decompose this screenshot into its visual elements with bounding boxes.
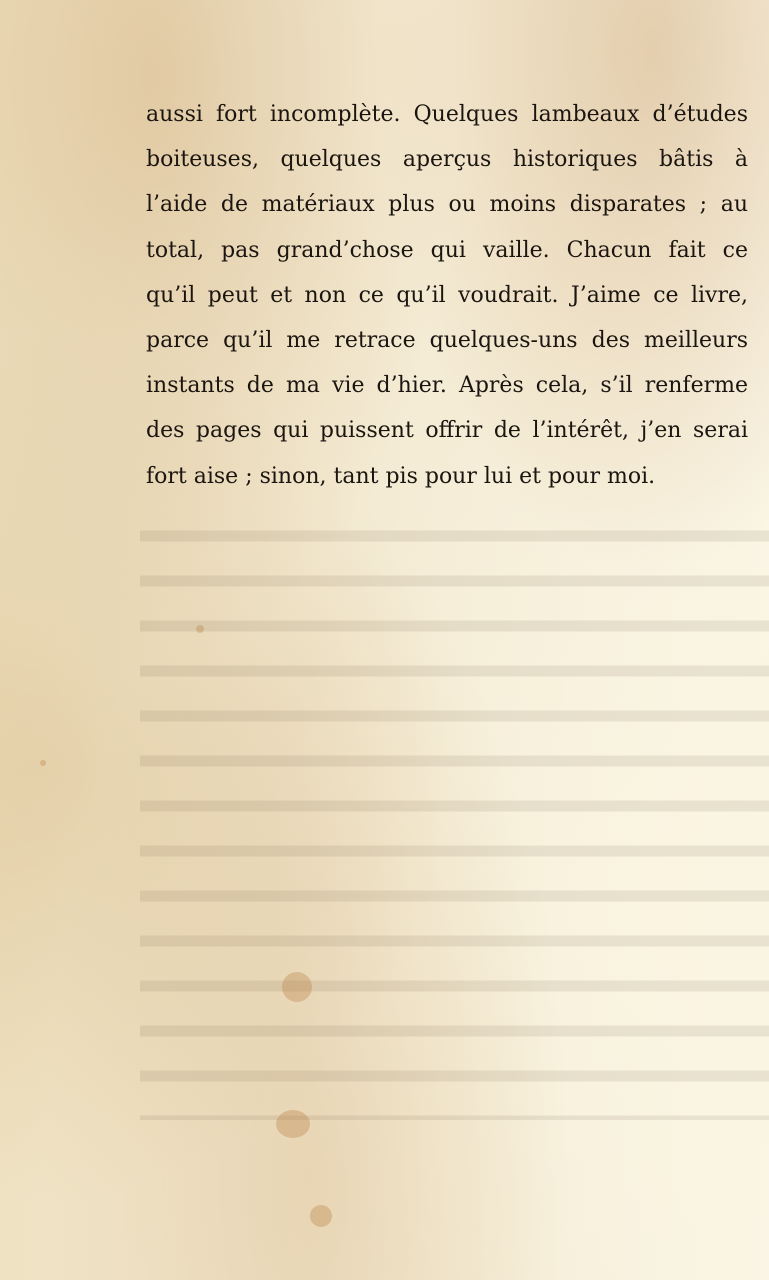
body-text bbox=[146, 92, 748, 499]
foxing-stain bbox=[282, 972, 312, 1002]
foxing-stain bbox=[276, 1110, 310, 1138]
text-line: total, pas grand’chose qui vaille. Chacun fait ce bbox=[146, 237, 748, 263]
text-line: instants de ma vie d’hier. Après cela, s’il renferme bbox=[146, 373, 748, 399]
foxing-stain bbox=[196, 625, 204, 633]
text-line: boiteuses, quelques aperçus historiques bâtis à bbox=[146, 147, 748, 173]
text-line: fort aise ; sinon, tant pis pour lui et pour moi. bbox=[146, 463, 656, 489]
show-through-text bbox=[140, 500, 769, 1120]
text-line: qu’il peut et non ce qu’il voudrait. J’aime ce livre, bbox=[146, 282, 748, 308]
text-line: l’aide de matériaux plus ou moins disparates ; au bbox=[146, 192, 748, 218]
text-line: parce qu’il me retrace quelques-uns des meilleurs bbox=[146, 327, 748, 353]
foxing-stain bbox=[310, 1205, 332, 1227]
text-line: des pages qui puissent offrir de l’intérêt, j’en serai bbox=[146, 418, 748, 444]
text-line: aussi fort incomplète. Quelques lambeaux d’études bbox=[146, 102, 748, 127]
foxing-stain bbox=[40, 760, 46, 766]
